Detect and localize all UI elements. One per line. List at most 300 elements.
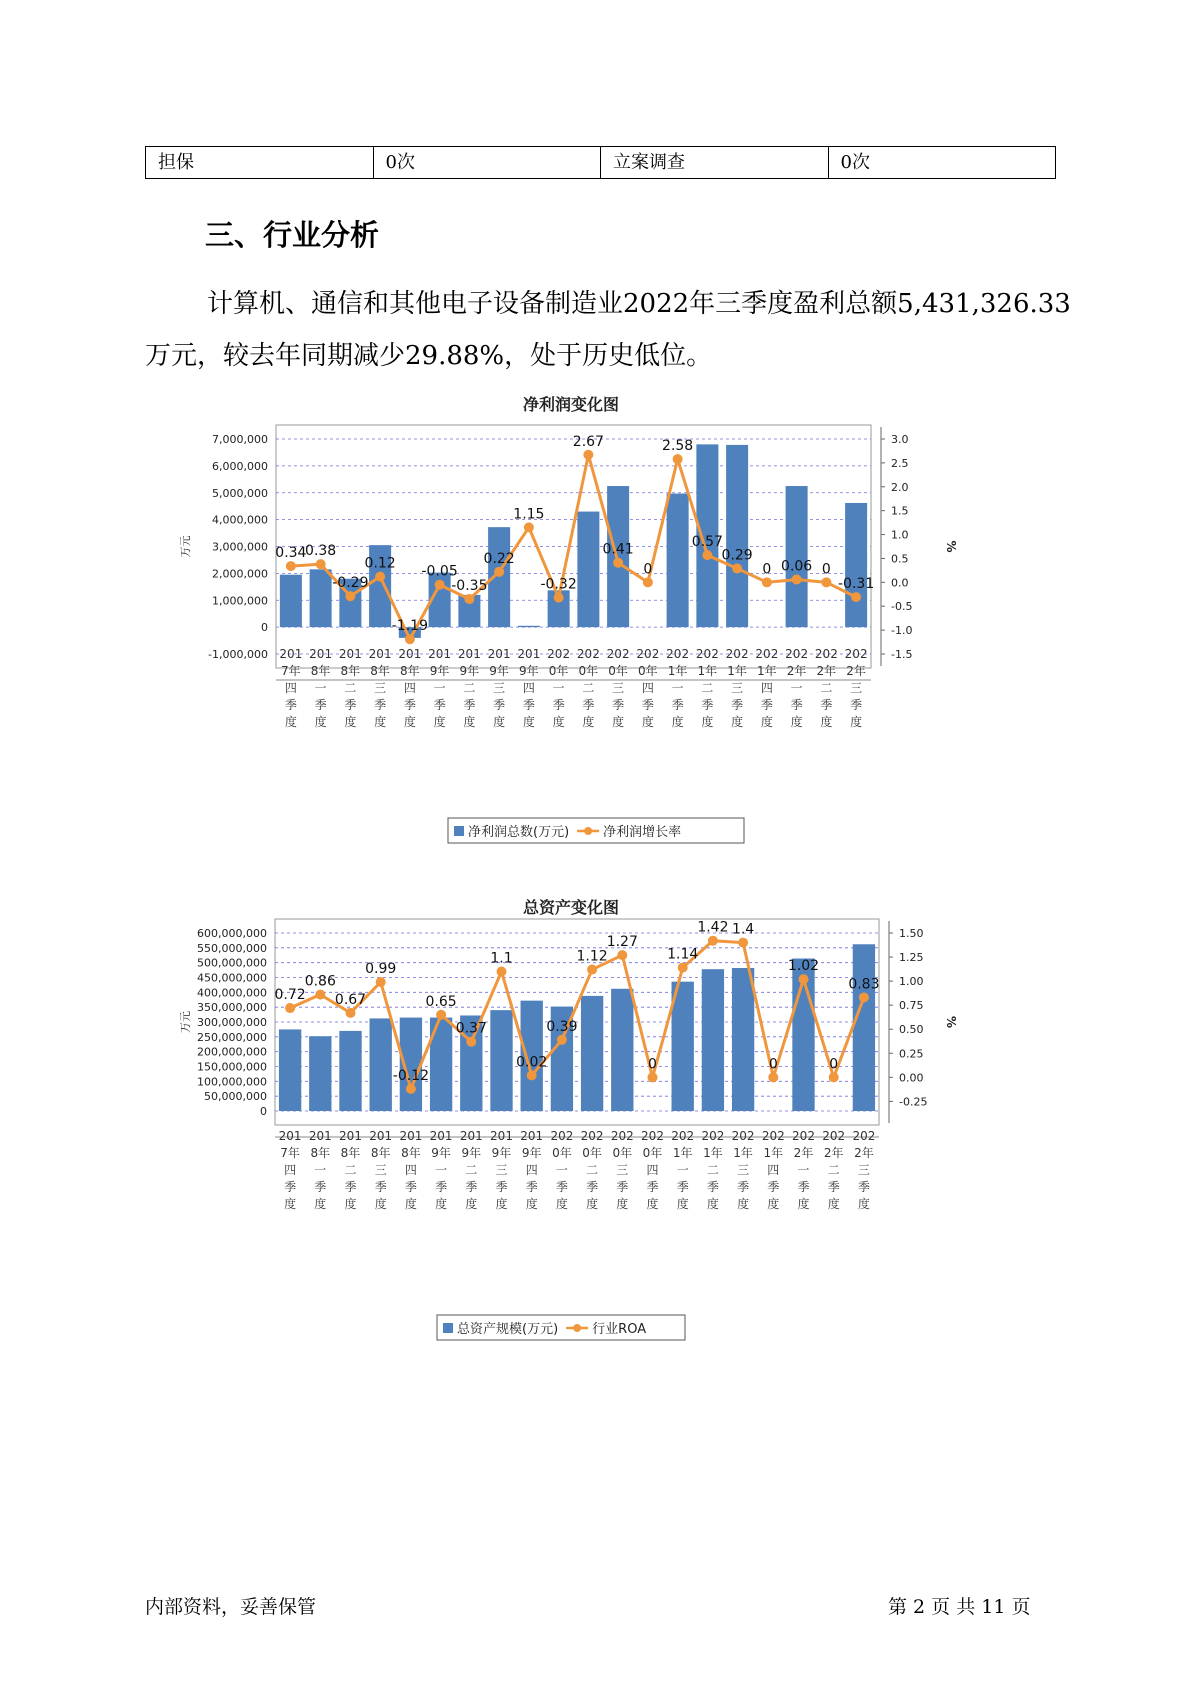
x-tick-text: 度	[586, 1197, 599, 1211]
x-tick-text: 9年	[491, 1146, 512, 1160]
x-tick-text: 2年	[786, 664, 807, 678]
y-tick-label: 2,000,000	[212, 567, 268, 581]
x-tick-text: 度	[671, 715, 684, 729]
analysis-paragraph: 计算机、通信和其他电子设备制造业2022年三季度盈利总额5,431,326.33万元，较去年同期减少29.88%，处于历史低位。	[145, 289, 1071, 371]
x-tick-text: 201	[369, 1129, 393, 1143]
x-tick-text: 9年	[519, 664, 539, 678]
bar	[667, 494, 689, 628]
x-tick-label	[581, 1129, 604, 1211]
x-tick-text: 201	[338, 647, 362, 661]
bar	[280, 575, 302, 627]
x-tick-text: 度	[284, 715, 297, 729]
x-tick-text: 1年	[697, 664, 718, 678]
x-tick-text: 季	[582, 698, 595, 712]
x-tick-text: 二	[344, 1163, 357, 1177]
line-point	[851, 592, 861, 602]
x-tick-text: 202	[641, 1129, 664, 1143]
y-tick-label: 50,000,000	[204, 1090, 267, 1104]
x-tick-text: 三	[612, 681, 625, 695]
line-point	[732, 563, 742, 573]
line-point	[464, 594, 474, 604]
data-label: 0	[762, 561, 772, 578]
x-tick-label	[488, 647, 511, 729]
x-tick-text: 度	[314, 1197, 327, 1211]
x-tick-label	[755, 647, 778, 729]
x-tick-text: 2年	[816, 664, 837, 678]
x-tick-text: 一	[671, 681, 684, 695]
x-tick-text: 0年	[642, 1146, 663, 1160]
x-tick-text: 8年	[401, 1146, 421, 1160]
data-label: -0.12	[392, 1067, 430, 1084]
x-tick-label	[339, 1129, 362, 1211]
data-label: 0.29	[721, 547, 753, 564]
line-point	[762, 577, 772, 587]
x-tick-text: 季	[737, 1180, 750, 1194]
bar	[853, 944, 875, 1111]
x-tick-text: 7年	[281, 664, 301, 678]
x-tick-label	[398, 647, 421, 729]
x-tick-text: 2年	[854, 1146, 874, 1160]
footer-confidential: 内部资料，妥善保管	[145, 1596, 317, 1618]
y-tick-label: 300,000,000	[197, 1016, 267, 1029]
x-tick-text: 季	[820, 698, 833, 712]
y2-tick-label: -0.25	[899, 1095, 928, 1109]
x-tick-text: 季	[465, 1180, 478, 1194]
y2-tick-label: -0.5	[891, 600, 913, 614]
y-tick-label: 0	[260, 1105, 267, 1118]
total-assets-chart	[175, 887, 965, 1349]
x-tick-text: 202	[547, 647, 571, 661]
x-tick-text: 度	[433, 715, 446, 729]
line-point	[613, 558, 623, 568]
y-tick-label: 600,000,000	[197, 927, 267, 940]
line-point	[405, 634, 415, 644]
y-tick-label: 7,000,000	[212, 433, 268, 446]
x-tick-text: 季	[676, 1180, 689, 1194]
line-point	[436, 1010, 446, 1020]
x-tick-text: 0年	[582, 1146, 602, 1160]
data-label: 1.02	[787, 958, 820, 975]
x-tick-text: 季	[701, 698, 714, 712]
data-label: 1.1	[490, 950, 513, 967]
x-tick-text: 度	[463, 715, 476, 729]
data-label: 1.42	[697, 919, 729, 936]
x-tick-text: 度	[522, 715, 535, 729]
x-tick-text: 季	[641, 698, 654, 712]
x-tick-text: 8年	[310, 664, 331, 678]
x-tick-label	[636, 647, 659, 729]
y2-tick-label: 1.00	[899, 975, 924, 989]
x-tick-label	[369, 1129, 392, 1211]
x-tick-text: 度	[641, 715, 654, 729]
data-label: 1.27	[606, 934, 638, 951]
x-tick-text: 季	[433, 698, 446, 712]
y-tick-label: 350,000,000	[197, 1001, 267, 1015]
data-label: 0.67	[334, 991, 367, 1008]
x-tick-text: 度	[706, 1197, 719, 1211]
data-label: -0.31	[838, 576, 875, 593]
line-point	[648, 1072, 658, 1082]
line-point	[643, 577, 653, 587]
x-tick-text: 季	[344, 1180, 357, 1194]
x-tick-text: 一	[676, 1163, 689, 1177]
x-tick-label	[852, 1129, 875, 1211]
x-tick-text: 季	[827, 1180, 840, 1194]
x-tick-label	[399, 1129, 422, 1211]
x-tick-text: 季	[767, 1180, 780, 1194]
x-tick-label	[490, 1129, 513, 1211]
x-tick-text: 四	[522, 681, 535, 695]
x-tick-text: 季	[760, 698, 773, 712]
data-label: 0.02	[516, 1054, 548, 1071]
x-tick-text: 三	[857, 1163, 870, 1177]
x-tick-text: 度	[404, 1197, 417, 1211]
x-tick-text: 202	[852, 1129, 876, 1143]
info-table	[145, 146, 1056, 179]
y2-tick-label: 0.00	[899, 1071, 924, 1085]
x-tick-text: 度	[731, 715, 744, 729]
x-tick-text: 2年	[846, 664, 866, 678]
y2-tick-label: 2.0	[891, 480, 909, 494]
x-tick-text: 度	[797, 1197, 810, 1211]
x-tick-label	[792, 1129, 815, 1211]
x-tick-label	[279, 647, 302, 729]
data-label: 0.37	[455, 1020, 487, 1037]
line-point	[557, 1035, 567, 1045]
x-tick-text: 季	[790, 698, 803, 712]
x-tick-text: 度	[857, 1197, 870, 1211]
y-axis-label: 万元	[179, 1011, 192, 1033]
x-tick-label	[726, 647, 749, 729]
x-tick-text: 一	[435, 1163, 448, 1177]
bar	[702, 969, 724, 1111]
data-label: 0.39	[546, 1018, 578, 1035]
y-tick-label: 4,000,000	[212, 513, 268, 527]
y2-axis-label: %	[944, 1015, 958, 1029]
data-label: 2.67	[572, 433, 604, 450]
x-tick-label	[460, 1129, 483, 1211]
x-tick-label	[428, 647, 451, 729]
x-tick-text: 季	[284, 1180, 297, 1194]
x-tick-text: 度	[676, 1197, 689, 1211]
data-label: 1.12	[576, 948, 608, 965]
x-tick-text: 一	[555, 1163, 568, 1177]
data-label: 0.65	[425, 993, 457, 1010]
x-tick-text: 季	[435, 1180, 448, 1194]
net-profit-chart	[175, 388, 965, 850]
chart-title: 总资产变化图	[522, 898, 620, 917]
x-tick-label	[732, 1129, 755, 1211]
x-tick-text: 8年	[340, 664, 361, 678]
x-tick-text: 9年	[459, 664, 480, 678]
x-tick-text: 季	[314, 698, 327, 712]
x-tick-text: 季	[671, 698, 684, 712]
bar	[577, 512, 599, 628]
x-tick-text: 二	[463, 681, 476, 695]
y-axis-label: 万元	[179, 535, 192, 558]
legend-line-label: 净利润增长率	[603, 825, 682, 840]
x-tick-text: 季	[404, 1180, 417, 1194]
bar	[490, 1010, 512, 1111]
line-point	[346, 1008, 356, 1018]
data-label: 0.06	[781, 558, 813, 575]
x-tick-text: 度	[495, 1197, 508, 1211]
y-tick-label: 550,000,000	[197, 941, 267, 955]
line-point	[286, 561, 296, 571]
x-tick-text: 二	[465, 1163, 478, 1177]
x-tick-text: 一	[314, 1163, 327, 1177]
x-tick-text: 度	[790, 715, 803, 729]
table-cell: 0次	[374, 147, 602, 178]
x-tick-text: 度	[582, 715, 595, 729]
data-label: 0.83	[848, 976, 880, 993]
x-tick-text: 201	[490, 1129, 513, 1143]
legend-line-marker	[584, 827, 592, 835]
x-tick-text: 二	[820, 681, 833, 695]
x-tick-text: 度	[552, 715, 565, 729]
x-tick-text: 季	[522, 698, 535, 712]
line-point	[673, 454, 683, 464]
y2-tick-label: 0.50	[899, 1023, 924, 1037]
line-point	[678, 963, 688, 973]
line-point	[497, 966, 507, 976]
y2-tick-label: 0.75	[899, 999, 924, 1013]
x-tick-text: 202	[671, 1129, 695, 1143]
legend	[437, 1315, 685, 1340]
x-tick-text: 0年	[548, 664, 569, 678]
x-tick-text: 201	[428, 647, 452, 661]
x-tick-text: 季	[463, 698, 476, 712]
x-tick-text: 四	[767, 1163, 780, 1177]
y2-tick-label: 1.0	[891, 528, 909, 542]
bar	[726, 445, 748, 627]
x-tick-text: 度	[767, 1197, 780, 1211]
x-tick-text: 7年	[280, 1146, 300, 1160]
x-tick-text: 202	[792, 1129, 815, 1143]
y-tick-label: 3,000,000	[212, 540, 268, 554]
data-label: 0	[648, 1056, 657, 1073]
data-label: -0.32	[540, 576, 577, 593]
x-tick-label	[666, 647, 689, 729]
x-tick-text: 202	[822, 1129, 846, 1143]
line-point	[435, 580, 445, 590]
x-tick-text: 9年	[521, 1146, 542, 1160]
x-tick-text: 四	[641, 681, 654, 695]
x-tick-text: 8年	[370, 664, 390, 678]
x-tick-text: 202	[610, 1129, 634, 1143]
x-tick-text: 9年	[489, 664, 509, 678]
x-tick-text: 度	[525, 1197, 538, 1211]
y2-axis-label: %	[944, 540, 958, 553]
x-tick-text: 202	[701, 1129, 725, 1143]
y-tick-label: 200,000,000	[197, 1045, 267, 1059]
x-tick-label	[607, 647, 630, 729]
x-tick-text: 1年	[733, 1146, 753, 1160]
bar	[310, 569, 332, 627]
y-tick-label: 250,000,000	[197, 1030, 267, 1044]
x-tick-text: 一	[790, 681, 803, 695]
x-tick-text: 1年	[703, 1146, 723, 1160]
line-point	[554, 593, 564, 603]
x-tick-text: 202	[761, 1129, 785, 1143]
y2-tick-label: 2.5	[891, 456, 909, 470]
y2-tick-label: 0.5	[891, 552, 909, 566]
x-tick-text: 四	[284, 681, 297, 695]
x-tick-label	[369, 647, 392, 729]
x-tick-label	[762, 1129, 785, 1211]
x-tick-text: 1年	[667, 664, 688, 678]
x-tick-text: 季	[797, 1180, 810, 1194]
x-tick-text: 201	[278, 1129, 302, 1143]
x-tick-text: 季	[552, 698, 565, 712]
legend-bar-swatch	[454, 826, 464, 836]
data-label: 0	[643, 561, 653, 578]
x-tick-label	[279, 1129, 302, 1211]
x-tick-text: 度	[737, 1197, 750, 1211]
data-label: -0.05	[421, 563, 458, 580]
line-point	[708, 936, 718, 946]
x-tick-text: 202	[576, 647, 600, 661]
x-tick-text: 8年	[370, 1146, 391, 1160]
x-tick-text: 一	[314, 681, 327, 695]
x-tick-text: 202	[785, 647, 809, 661]
x-tick-label	[577, 647, 600, 729]
x-tick-text: 二	[706, 1163, 719, 1177]
x-tick-text: 季	[850, 698, 863, 712]
x-tick-text: 三	[850, 681, 863, 695]
line-point	[345, 591, 355, 601]
y2-tick-label: -1.0	[891, 624, 913, 638]
x-tick-text: 0年	[612, 1146, 633, 1160]
x-tick-text: 度	[555, 1197, 568, 1211]
data-label: 1.4	[731, 921, 755, 938]
y-tick-label: 5,000,000	[212, 486, 268, 500]
x-tick-text: 201	[487, 647, 511, 661]
x-tick-text: 季	[403, 698, 416, 712]
x-tick-text: 季	[374, 1180, 387, 1194]
line-point	[792, 574, 802, 584]
x-tick-text: 三	[374, 681, 387, 695]
bar	[732, 968, 754, 1111]
x-tick-text: 201	[398, 647, 422, 661]
y2-tick-label: 1.5	[891, 504, 909, 518]
x-tick-text: 1年	[727, 664, 747, 678]
x-tick-text: 度	[465, 1197, 478, 1211]
data-label: 0	[829, 1056, 839, 1073]
x-tick-text: 三	[737, 1163, 750, 1177]
x-tick-text: 季	[646, 1180, 659, 1194]
bar	[611, 989, 633, 1111]
x-tick-text: 202	[666, 647, 690, 661]
table-cell: 担保	[146, 147, 374, 178]
legend	[448, 818, 744, 843]
data-label: 2.58	[662, 438, 694, 455]
chart-title: 净利润变化图	[522, 395, 620, 414]
x-tick-text: 9年	[461, 1146, 482, 1160]
x-tick-text: 1年	[763, 1146, 784, 1160]
x-tick-label	[339, 647, 362, 729]
x-tick-text: 201	[520, 1129, 544, 1143]
y-tick-label: 500,000,000	[197, 956, 267, 970]
x-tick-text: 四	[646, 1163, 659, 1177]
x-tick-text: 度	[435, 1197, 448, 1211]
x-tick-text: 三	[493, 681, 506, 695]
y-tick-label: 6,000,000	[212, 459, 268, 473]
x-tick-label	[547, 647, 570, 729]
x-tick-text: 度	[616, 1197, 629, 1211]
x-tick-text: 202	[725, 647, 749, 661]
x-tick-text: 季	[586, 1180, 599, 1194]
data-label: -1.19	[391, 618, 428, 635]
line-point	[587, 965, 597, 975]
bar	[581, 996, 603, 1111]
x-tick-text: 度	[374, 1197, 387, 1211]
x-tick-text: 0年	[552, 1146, 572, 1160]
line-point	[285, 1003, 295, 1013]
x-tick-label	[309, 647, 332, 729]
x-tick-text: 度	[374, 715, 387, 729]
y-tick-label: 150,000,000	[197, 1060, 267, 1074]
bar	[339, 1031, 361, 1111]
x-tick-text: 度	[612, 715, 625, 729]
x-tick-text: 季	[612, 698, 625, 712]
x-tick-text: 季	[493, 698, 506, 712]
x-tick-label	[822, 1129, 845, 1211]
x-tick-text: 202	[731, 1129, 755, 1143]
x-tick-label	[430, 1129, 453, 1211]
line-point	[829, 1072, 839, 1082]
x-tick-text: 季	[555, 1180, 568, 1194]
x-tick-text: 度	[820, 715, 833, 729]
x-tick-text: 201	[339, 1129, 362, 1143]
x-tick-text: 季	[616, 1180, 629, 1194]
x-tick-text: 三	[374, 1163, 387, 1177]
x-tick-text: 四	[525, 1163, 538, 1177]
section-title: 三、行业分析	[205, 218, 380, 252]
data-label: 0.99	[365, 961, 397, 978]
line-point	[376, 977, 386, 987]
x-tick-text: 二	[827, 1163, 840, 1177]
legend-bar-label: 总资产规模(万元)	[457, 1322, 559, 1337]
data-label: 0.12	[364, 555, 396, 572]
x-tick-label	[520, 1129, 543, 1211]
line-point	[527, 1070, 537, 1080]
data-label: 0.41	[602, 541, 634, 558]
x-tick-text: 201	[457, 647, 481, 661]
line-point	[821, 577, 831, 587]
bar	[370, 1018, 392, 1111]
x-tick-text: 二	[582, 681, 595, 695]
x-tick-text: 度	[314, 715, 327, 729]
y2-tick-label: 0.25	[899, 1047, 924, 1061]
x-tick-text: 9年	[429, 664, 450, 678]
data-label: 0.86	[304, 973, 336, 990]
y-tick-label: 0	[261, 621, 268, 635]
x-tick-text: 0年	[638, 664, 658, 678]
x-tick-label	[550, 1129, 573, 1211]
x-tick-text: 四	[760, 681, 773, 695]
line-point	[316, 559, 326, 569]
bar	[845, 503, 867, 627]
legend-bar-label: 净利润总数(万元)	[468, 825, 570, 840]
line-point	[524, 522, 534, 532]
y-tick-label: 450,000,000	[197, 971, 267, 985]
x-tick-text: 201	[308, 1129, 332, 1143]
x-tick-text: 度	[344, 1197, 357, 1211]
x-tick-text: 二	[701, 681, 714, 695]
x-tick-text: 0年	[608, 664, 628, 678]
bar	[309, 1036, 331, 1111]
